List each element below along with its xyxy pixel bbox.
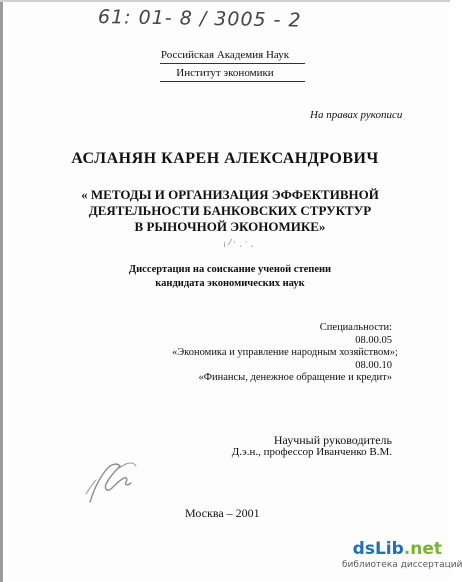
- supervisor-block: [172, 434, 392, 458]
- header-divider-top: [160, 63, 305, 64]
- specialty-name: «Экономика и управление народным хозяйством»;: [172, 347, 398, 358]
- degree-line: Диссертация на соискание ученой степени: [128, 264, 332, 275]
- author-name: АСЛАНЯН КАРЕН АЛЕКСАНДРОВИЧ: [71, 150, 379, 167]
- specialty-name: «Финансы, денежное обращение и кредит»: [198, 372, 392, 383]
- specialty-code: 08.00.05: [355, 334, 392, 346]
- logo-main: dsLib: [352, 539, 404, 559]
- watermark-subtitle: библиотека диссертаций: [342, 560, 462, 570]
- header-divider-bottom: [160, 81, 305, 82]
- scan-edge-top: [0, 0, 450, 2]
- degree-statement: [110, 263, 350, 291]
- academy-name: Российская Академия Наук: [160, 49, 290, 61]
- dissertation-title: [70, 187, 390, 235]
- supervisor-title: Научный руководитель: [273, 433, 392, 447]
- manuscript-rights-note: На правах рукописи: [310, 109, 403, 121]
- logo-accent: .net: [403, 539, 442, 559]
- specialties-block: [172, 322, 398, 385]
- scan-edge: [0, 0, 3, 582]
- specialty-code: 08.00.10: [355, 359, 392, 371]
- handwritten-catalog-code: 61: 01- 8 / 3005 - 2: [97, 5, 302, 32]
- degree-line: кандидата экономических наук: [155, 278, 305, 289]
- specialties-label: Специальности:: [319, 322, 392, 333]
- supervisor-name: Д.э.н., профессор Иванченко В.М.: [231, 446, 392, 458]
- title-line: ДЕЯТЕЛЬНОСТИ БАНКОВСКИХ СТРУКТУР: [88, 203, 372, 218]
- city-and-year: Москва – 2001: [185, 506, 260, 520]
- title-line: В РЫНОЧНОЙ ЭКОНОМИКЕ»: [134, 219, 326, 234]
- pen-mark-icon: ╷ ⁄ · ˏ · ˏ: [222, 238, 254, 247]
- title-line: « МЕТОДЫ И ОРГАНИЗАЦИЯ ЭФФЕКТИВНОЙ: [81, 187, 379, 202]
- institute-name: Институт экономики: [176, 67, 274, 79]
- dslib-logo: [342, 539, 442, 559]
- handwritten-signature-icon: [76, 450, 146, 510]
- dslib-watermark: [342, 539, 462, 571]
